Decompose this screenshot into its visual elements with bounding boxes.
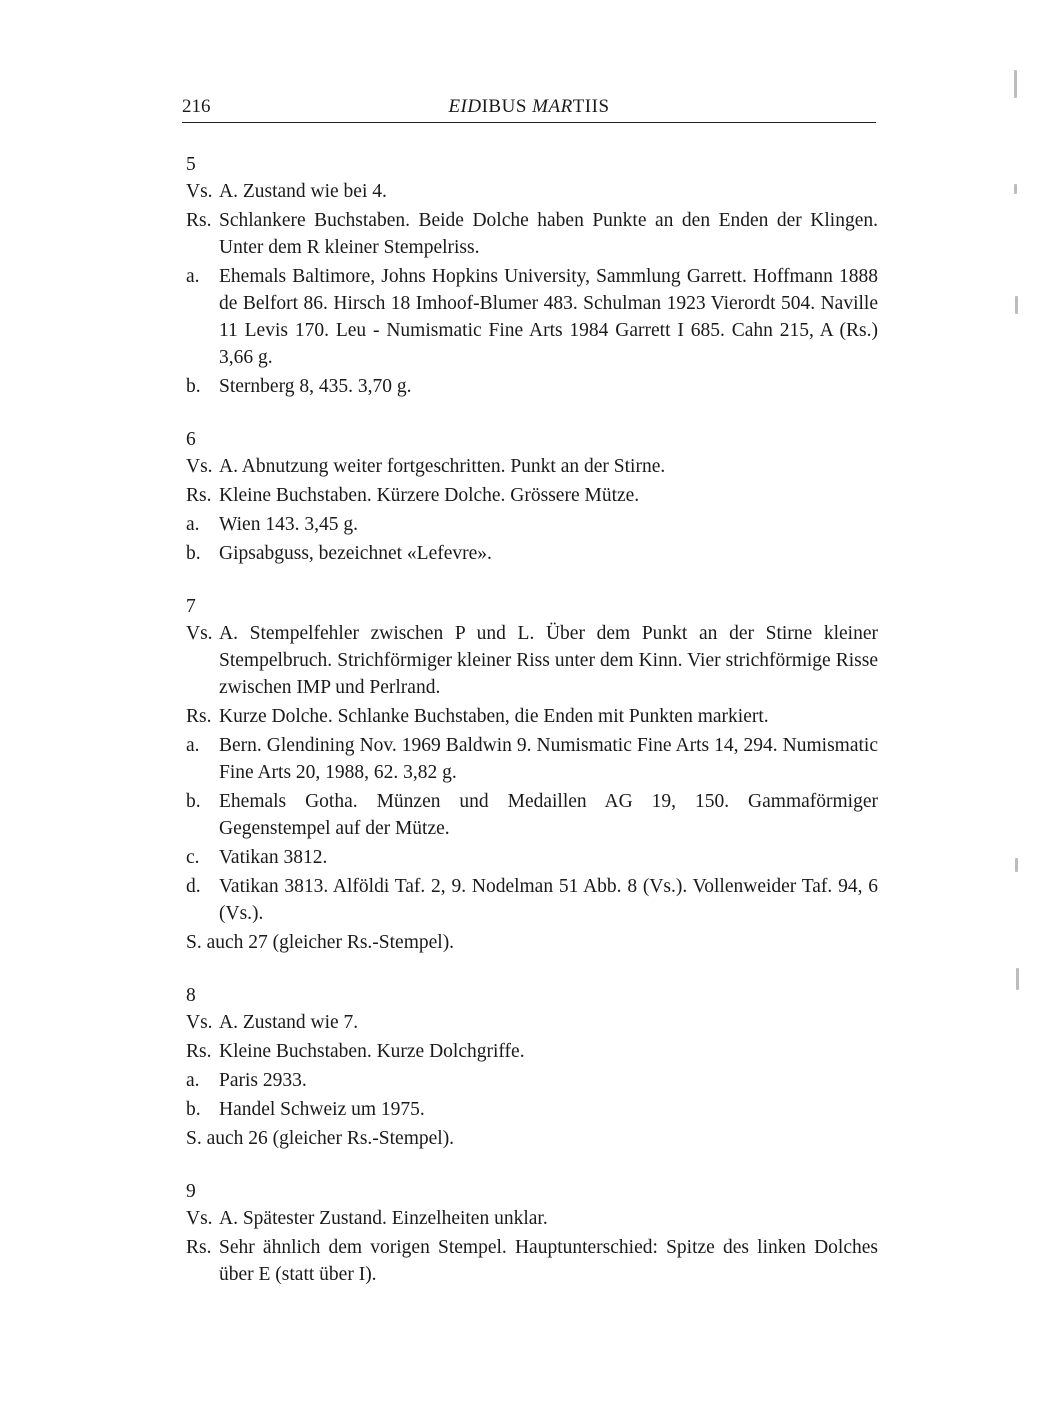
line-text: Vatikan 3812. xyxy=(219,847,328,868)
line-label: a. xyxy=(186,1070,200,1091)
catalogue-entry xyxy=(186,593,878,956)
line-label: b. xyxy=(186,791,201,812)
entry-number: 5 xyxy=(186,154,196,175)
entry-line xyxy=(186,620,878,701)
line-text: A. Stempelfehler zwischen P und L. Über dem Punkt an der Stirne kleiner Stempelbruch. Strichförmiger kleiner Riss unter dem Kinn. Vier strichförmige Risse zwischen IMP und Perlrand. xyxy=(219,623,878,698)
entry-number: 7 xyxy=(186,596,196,617)
line-label: Vs. xyxy=(186,1208,213,1229)
line-label: a. xyxy=(186,735,200,756)
entry-number: 8 xyxy=(186,985,196,1006)
line-label: Rs. xyxy=(186,1237,212,1258)
entry-line xyxy=(186,929,878,956)
scan-edge-mark xyxy=(1014,184,1017,194)
catalogue-entry xyxy=(186,426,878,567)
line-text: Kleine Buchstaben. Kurze Dolchgriffe. xyxy=(219,1041,525,1062)
entry-line xyxy=(186,373,878,400)
line-label: Rs. xyxy=(186,1041,212,1062)
line-label: Vs. xyxy=(186,456,213,477)
line-text: Sternberg 8, 435. 3,70 g. xyxy=(219,376,412,397)
line-label: a. xyxy=(186,266,200,287)
line-text: Kleine Buchstaben. Kürzere Dolche. Grössere Mütze. xyxy=(219,485,640,506)
entry-line xyxy=(186,1067,878,1094)
entry-line xyxy=(186,844,878,871)
catalogue-entry xyxy=(186,982,878,1152)
catalogue-entry xyxy=(186,151,878,400)
line-text: Sehr ähnlich dem vorigen Stempel. Hauptunterschied: Spitze des linken Dolches über E (statt über I). xyxy=(219,1237,878,1285)
line-text: Bern. Glendining Nov. 1969 Baldwin 9. Numismatic Fine Arts 14, 294. Numismatic Fine Arts 20, 1988, 62. 3,82 g. xyxy=(219,735,878,783)
entry-line xyxy=(186,540,878,567)
line-label: c. xyxy=(186,847,200,868)
line-label: a. xyxy=(186,514,200,535)
entry-line xyxy=(186,788,878,842)
running-title xyxy=(182,96,876,118)
line-text: Kurze Dolche. Schlanke Buchstaben, die Enden mit Punkten markiert. xyxy=(219,706,769,727)
catalogue-body xyxy=(186,151,878,1314)
line-label: Rs. xyxy=(186,485,212,506)
running-title-part: EID xyxy=(448,96,482,117)
scan-edge-mark xyxy=(1016,968,1019,990)
line-label: b. xyxy=(186,376,201,397)
entry-number: 6 xyxy=(186,429,196,450)
entry-line xyxy=(186,1009,878,1036)
cross-reference: S. auch 27 (gleicher Rs.-Stempel). xyxy=(186,932,455,953)
line-text: Gipsabguss, bezeichnet «Lefevre». xyxy=(219,543,492,564)
line-text: A. Spätester Zustand. Einzelheiten unklar. xyxy=(219,1208,548,1229)
line-text: Ehemals Gotha. Münzen und Medaillen AG 19, 150. Gammaförmiger Gegenstempel auf der Mütze. xyxy=(219,791,878,839)
line-text: Vatikan 3813. Alföldi Taf. 2, 9. Nodelman 51 Abb. 8 (Vs.). Vollenweider Taf. 94, 6 (Vs.). xyxy=(219,876,878,924)
entry-line xyxy=(186,732,878,786)
entry-line xyxy=(186,178,878,205)
line-text: A. Zustand wie 7. xyxy=(219,1012,359,1033)
line-text: Paris 2933. xyxy=(219,1070,307,1091)
line-label: Vs. xyxy=(186,181,213,202)
entry-line xyxy=(186,207,878,261)
entry-line xyxy=(186,1125,878,1152)
line-label: Rs. xyxy=(186,706,212,727)
line-label: b. xyxy=(186,543,201,564)
line-label: b. xyxy=(186,1099,201,1120)
scan-edge-mark xyxy=(1015,858,1018,872)
running-header xyxy=(182,96,876,123)
line-text: Ehemals Baltimore, Johns Hopkins University, Sammlung Garrett. Hoffmann 1888 de Belfort 86. Hirsch 18 Imhoof-Blumer 483. Schulman 1923 Vierordt 504. Naville 11 Levis 170. Leu - Numismatic Fine Arts 1984 Garrett I 685. Cahn 215, A (Rs.) 3,66 g. xyxy=(219,266,878,368)
line-label: Rs. xyxy=(186,210,212,231)
entry-line xyxy=(186,482,878,509)
catalogue-entry xyxy=(186,1178,878,1288)
line-label: Vs. xyxy=(186,1012,213,1033)
entry-line xyxy=(186,453,878,480)
line-text: Schlankere Buchstaben. Beide Dolche haben Punkte an den Enden der Klingen. Unter dem R kleiner Stempelriss. xyxy=(219,210,878,258)
entry-number: 9 xyxy=(186,1181,196,1202)
entry-line xyxy=(186,1234,878,1288)
running-title-part: MAR xyxy=(532,96,573,117)
line-label: d. xyxy=(186,876,201,897)
line-label: Vs. xyxy=(186,623,213,644)
entry-line xyxy=(186,1038,878,1065)
entry-line xyxy=(186,263,878,371)
page-number: 216 xyxy=(182,96,211,117)
line-text: A. Zustand wie bei 4. xyxy=(219,181,387,202)
scan-edge-mark xyxy=(1015,296,1018,314)
entry-line xyxy=(186,1205,878,1232)
line-text: Wien 143. 3,45 g. xyxy=(219,514,358,535)
scan-edge-mark xyxy=(1014,70,1017,98)
entry-line xyxy=(186,511,878,538)
entry-line xyxy=(186,1096,878,1123)
entry-line xyxy=(186,873,878,927)
running-title-part: IBUS xyxy=(481,96,533,117)
line-text: A. Abnutzung weiter fortgeschritten. Punkt an der Stirne. xyxy=(219,456,666,477)
running-title-part: TIIS xyxy=(572,96,610,117)
entry-line xyxy=(186,703,878,730)
cross-reference: S. auch 26 (gleicher Rs.-Stempel). xyxy=(186,1128,455,1149)
line-text: Handel Schweiz um 1975. xyxy=(219,1099,425,1120)
